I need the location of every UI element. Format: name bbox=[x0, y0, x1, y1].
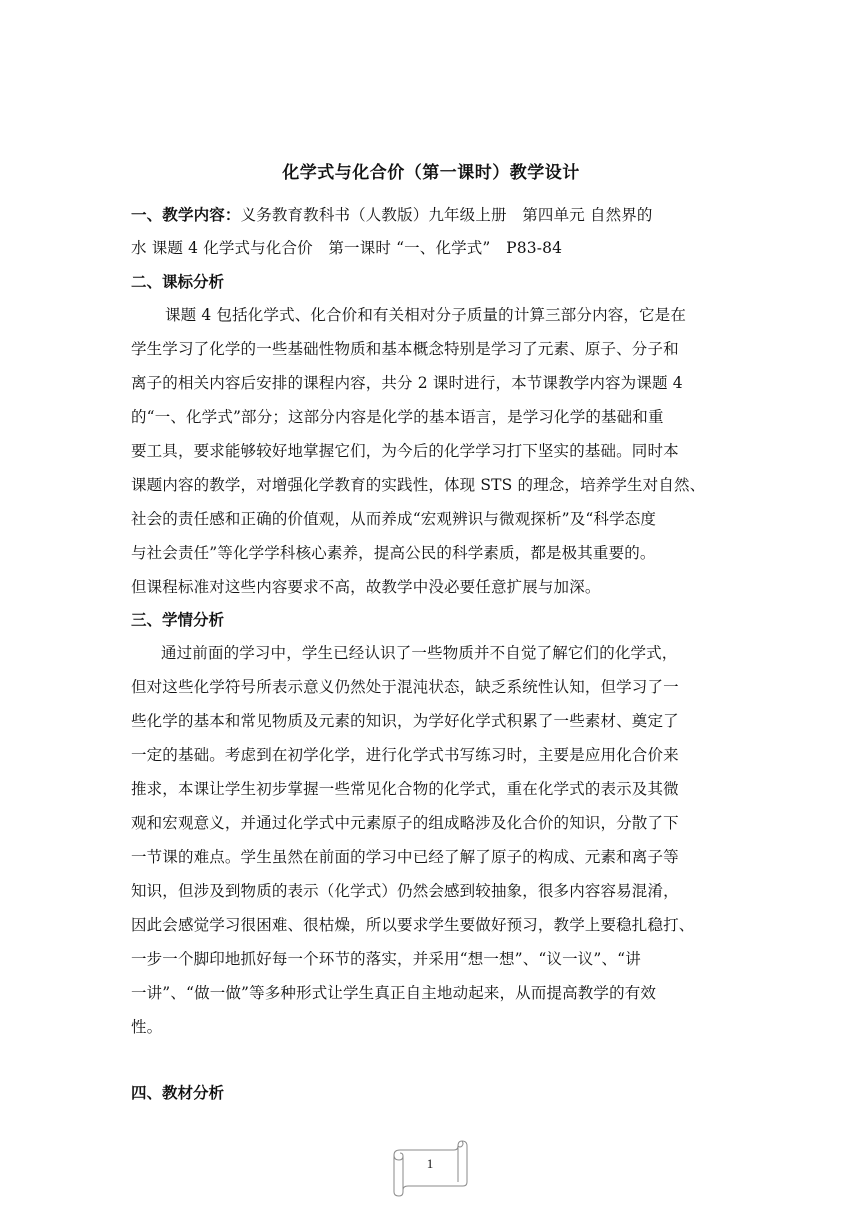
section3-paragraph-line: 知识，但涉及到物质的表示（化学式）仍然会感到较抽象，很多内容容易混淆， bbox=[131, 882, 679, 900]
section3-paragraph-line: 推求，本课让学生初步掌握一些常见化合物的化学式，重在化学式的表示及其微 bbox=[131, 780, 679, 798]
section2-paragraph-line: 与社会责任”等化学学科核心素养，提高公民的科学素质，都是极其重要的。 bbox=[131, 544, 656, 562]
section3-paragraph-line: 一步一个脚印地抓好每一个环节的落实，并采用“想一想”、“议一议”、“讲 bbox=[131, 950, 641, 968]
section2-paragraph-line: 社会的责任感和正确的价值观，从而养成“宏观辨识与微观探析”及“科学态度 bbox=[131, 510, 657, 528]
section3-paragraph-line: 一定的基础。考虑到在初学化学，进行化学式书写练习时，主要是应用化合价来 bbox=[131, 746, 679, 764]
section3-paragraph-line: 些化学的基本和常见物质及元素的知识，为学好化学式积累了一些素材、奠定了 bbox=[131, 712, 679, 730]
section1-line1 bbox=[131, 203, 731, 225]
section1-text-1: 义务教育教科书（人教版）九年级上册 第四单元 自然界的 bbox=[240, 206, 653, 224]
section3-paragraph-line: 性。 bbox=[131, 1018, 163, 1036]
section2-heading: 二、课标分析 bbox=[131, 273, 225, 291]
section2-paragraph-line: 离子的相关内容后安排的课程内容，共分 2 课时进行，本节课教学内容为课题 4 bbox=[131, 374, 683, 392]
section2-paragraph-line: 要工具，要求能够较好地掌握它们，为今后的化学学习打下坚实的基础。同时本 bbox=[131, 442, 679, 460]
section2-paragraph-line: 课题内容的教学，对增强化学教育的实践性，体现 STS 的理念，培养学生对自然、 bbox=[131, 476, 706, 494]
section3-paragraph-line: 观和宏观意义，并通过化学式中元素原子的组成略涉及化合价的知识，分散了下 bbox=[131, 814, 679, 832]
page-number: 1 bbox=[426, 1156, 434, 1171]
section3-paragraph-line: 但对这些化学符号所表示意义仍然处于混沌状态，缺乏系统性认知，但学习了一 bbox=[131, 678, 679, 696]
section1-line2: 水 课题 4 化学式与化合价 第一课时 “一、化学式” P83-84 bbox=[131, 239, 563, 257]
section2-paragraph-line: 学生学习了化学的一些基础性物质和基本概念特别是学习了元素、原子、分子和 bbox=[131, 340, 679, 358]
section3-paragraph-line: 通过前面的学习中，学生已经认识了一些物质并不自觉了解它们的化学式， bbox=[161, 644, 678, 662]
section3-paragraph-line: 一讲”、“做一做”等多种形式让学生真正自主地动起来，从而提高教学的有效 bbox=[131, 984, 657, 1002]
section2-paragraph-line: 但课程标准对这些内容要求不高，故教学中没必要任意扩展与加深。 bbox=[131, 578, 601, 596]
section3-paragraph-line: 因此会感觉学习很困难、很枯燥，所以要求学生要做好预习，教学上要稳扎稳打、 bbox=[131, 916, 695, 934]
section2-paragraph-line: 的“一、化学式”部分；这部分内容是化学的基本语言，是学习化学的基础和重 bbox=[131, 408, 664, 426]
page-number-badge bbox=[390, 1138, 470, 1198]
section3-paragraph-line: 一节课的难点。学生虽然在前面的学习中已经了解了原子的构成、元素和离子等 bbox=[131, 848, 679, 866]
section3-heading: 三、学情分析 bbox=[131, 611, 225, 629]
section2-paragraph-line: 课题 4 包括化学式、化合价和有关相对分子质量的计算三部分内容，它是在 bbox=[165, 306, 686, 324]
document-title: 化学式与化合价（第一课时）教学设计 bbox=[282, 163, 580, 183]
section1-heading: 一、教学内容： bbox=[131, 206, 241, 224]
section4-heading: 四、教材分析 bbox=[131, 1084, 225, 1102]
